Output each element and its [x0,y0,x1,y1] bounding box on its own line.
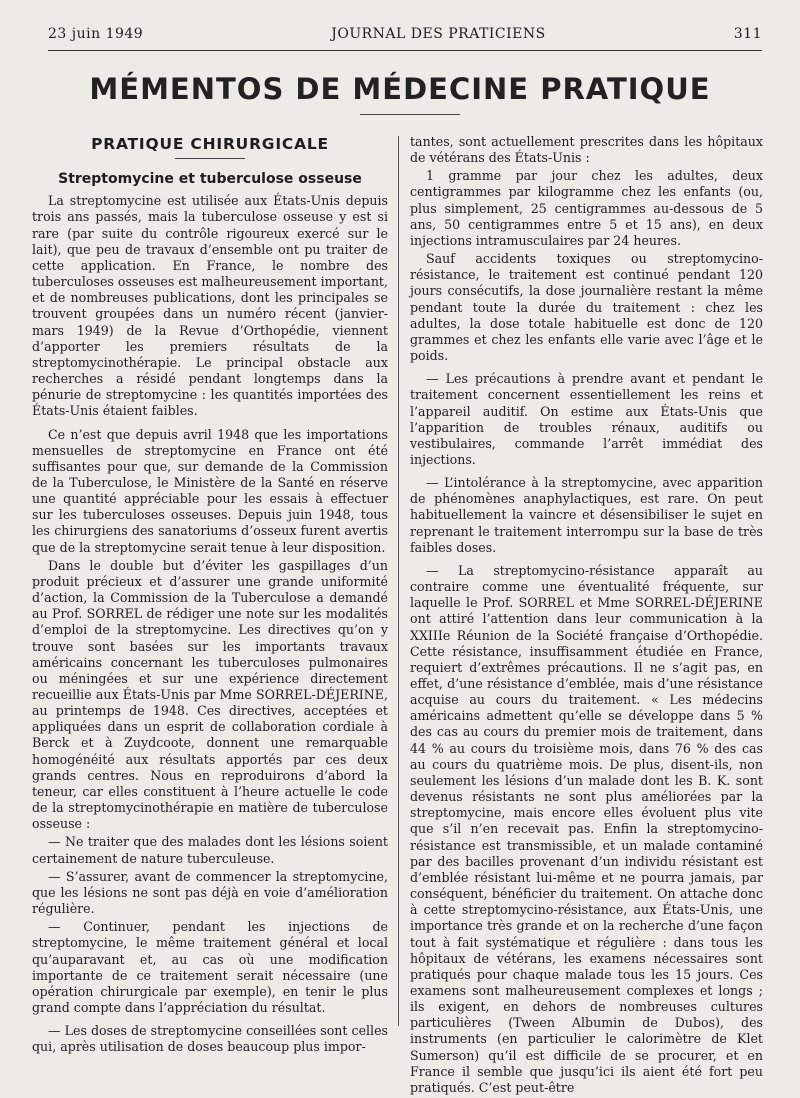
running-header [48,26,762,48]
page-title: MÉMENTOS DE MÉDECINE PRATIQUE [89,72,711,106]
right-column [410,134,763,1098]
section-title: PRATIQUE CHIRURGICALE [91,135,329,153]
journal-name: JOURNAL DES PRATICIENS [331,26,546,42]
article-title: Streptomycine et tuberculose osseuse [58,171,362,188]
section-rule [175,158,245,159]
paragraph: — La streptomycino-résistance apparaît au contraire comme une éventualité fréquente, sur laquelle le Prof. SORREL et Mme SORREL-DÉJERINE ont attiré l’attention dans leur communication à la XXIIIe Réunion de la Société française d’Orthopédie. Cette résistance, insuffisamment étudiée en France, requiert d’extrêmes précautions. Il ne s’agit pas, en effet, d’une résistance d’emblée, mais d’une résistance acquise au cours du traitement. « Les médecins américains admettent qu’elle se développe dans 5 % des cas au cours du premier mois de traitement, dans 44 % au cours du troisième mois, dans 76 % des cas au cours du quatrième mois. De plus, disent-ils, non seulement les lésions d’un malade dont les B. K. sont devenus résistants ne sont plus améliorées par la streptomycine, mais encore elles évoluent plus vite que s’il n’en recevait pas. Enfin la streptomycino-résistance est transmissible, et un malade contaminé par des bacilles provenant d’un individu résistant est d’emblée résistant lui-même et ne pourra jamais, par conséquent, bénéficier du traitement. On attache donc à cette streptomycino-résistance, aux États-Unis, une importance très grande et on la recherche d’une façon tout à fait systématique et régulière : dans tous les hôpitaux de vétérans, les examens nécessaires sont pratiqués pour chaque malade tous les 15 jours. Ces examens sont malheureusement complexes et longs ; ils exigent, en dehors de nombreuses cultures particulières (Tween Albumin de Dubos), des instruments (en particulier le calorimètre de Klet Sumerson) qu’il est difficile de se procurer, et en France il semble que jusqu’ici ils aient été fort peu pratiqués. C’est peut-être [410,562,763,1095]
paragraph: tantes, sont actuellement prescrites dans les hôpitaux de vétérans des États-Unis : [410,134,763,166]
issue-date: 23 juin 1949 [48,26,144,42]
paragraph: — Les précautions à prendre avant et pendant le traitement concernent essentiellement les reins et l’appareil auditif. On estime aux États-Unis que l’apparition de troubles rénaux, auditifs ou vestibulaires, commande l’arrêt immédiat des injections. [410,371,763,467]
paragraph: Sauf accidents toxiques ou streptomycino-résistance, le traitement est continué pendant 120 jours consécutifs, la dose journalière restant la même pendant toute la durée du traitement : chez les adultes, la dose totale habituelle est donc de 120 grammes et chez les enfants elle varie avec l’âge et le poids. [410,251,763,364]
paragraph: — Ne traiter que des malades dont les lésions soient certainement de nature tuberculeuse. [32,834,388,866]
left-column [32,132,388,1057]
title-rule [360,114,460,115]
paragraph: — S’assurer, avant de commencer la streptomycine, que les lésions ne sont pas déjà en voie d’amélioration régulière. [32,868,388,917]
paragraph: — Continuer, pendant les injections de streptomycine, le même traitement général et local qu’auparavant et, au cas où une modification importante de ce traitement serait nécessaire (une opération chirurgicale par exemple), en tenir le plus grand compte dans l’appréciation du résultat. [32,919,388,1015]
column-divider [398,136,399,1026]
paragraph: Dans le double but d’éviter les gaspillages d’un produit précieux et d’assurer une grande uniformité d’action, la Commission de la Tuberculose a demandé au Prof. SORREL de rédiger une note sur les modalités d’emploi de la streptomycine. Les directives qu’on y trouve sont basées sur les importants travaux américains concernant les tuberculoses pulmonaires ou méningées et sur une expérience directement recueillie aux États-Unis par Mme SORREL-DÉJERINE, au printemps de 1948. Ces directives, acceptées et appliquées dans un esprit de collaboration cordiale à Berck et à Zuydcoote, donnent une remarquable homogénéité aux résultats apportés par ces deux grands centres. Nous en reproduirons d’abord la teneur, car elles constituent à l’heure actuelle le code de la streptomycinothérapie en matière de tuberculose osseuse : [32,557,388,832]
page-number: 311 [733,26,762,42]
header-rule [48,50,762,51]
paragraph: — L’intolérance à la streptomycine, avec apparition de phénomènes anaphylactiques, est rare. On peut habituellement la vaincre et désensibiliser le sujet en reprenant le traitement interrompu sur la base de très faibles doses. [410,475,763,555]
paragraph: 1 gramme par jour chez les adultes, deux centigrammes par kilogramme chez les enfants (ou, plus simplement, 25 centigrammes au-dessous de 5 ans, 50 centigrammes entre 5 et 15 ans), en deux injections intramusculaires par 24 heures. [410,168,763,248]
paragraph: Ce n’est que depuis avril 1948 que les importations mensuelles de streptomycine en France ont été suffisantes pour que, sur demande de la Commission de la Tuberculose, le Ministère de la Santé en réserve une quantité appréciable pour les essais à effectuer sur les tuberculoses osseuses. Depuis juin 1948, tous les chirurgiens des sanatoriums d’osseux furent avertis que de la streptomycine serait tenue à leur disposition. [32,426,388,555]
paragraph: La streptomycine est utilisée aux États-Unis depuis trois ans passés, mais la tuberculose osseuse y est si rare (par suite du contrôle rigoureux exercé sur le lait), que peu de travaux d’ensemble ont pu traiter de cette application. En France, le nombre des tuberculoses osseuses est malheureusement important, et de nombreuses publications, dont les principales se trouvent groupées dans un numéro récent (janvier-mars 1949) de la Revue d’Orthopédie, viennent d’apporter les premiers résultats de la streptomycinothérapie. Le principal obstacle aux recherches a résidé pendant longtemps dans la pénurie de streptomycine : les quantités importées des États-Unis étaient faibles. [32,193,388,419]
paragraph: — Les doses de streptomycine conseillées sont celles qui, après utilisation de doses beaucoup plus impor- [32,1023,388,1055]
